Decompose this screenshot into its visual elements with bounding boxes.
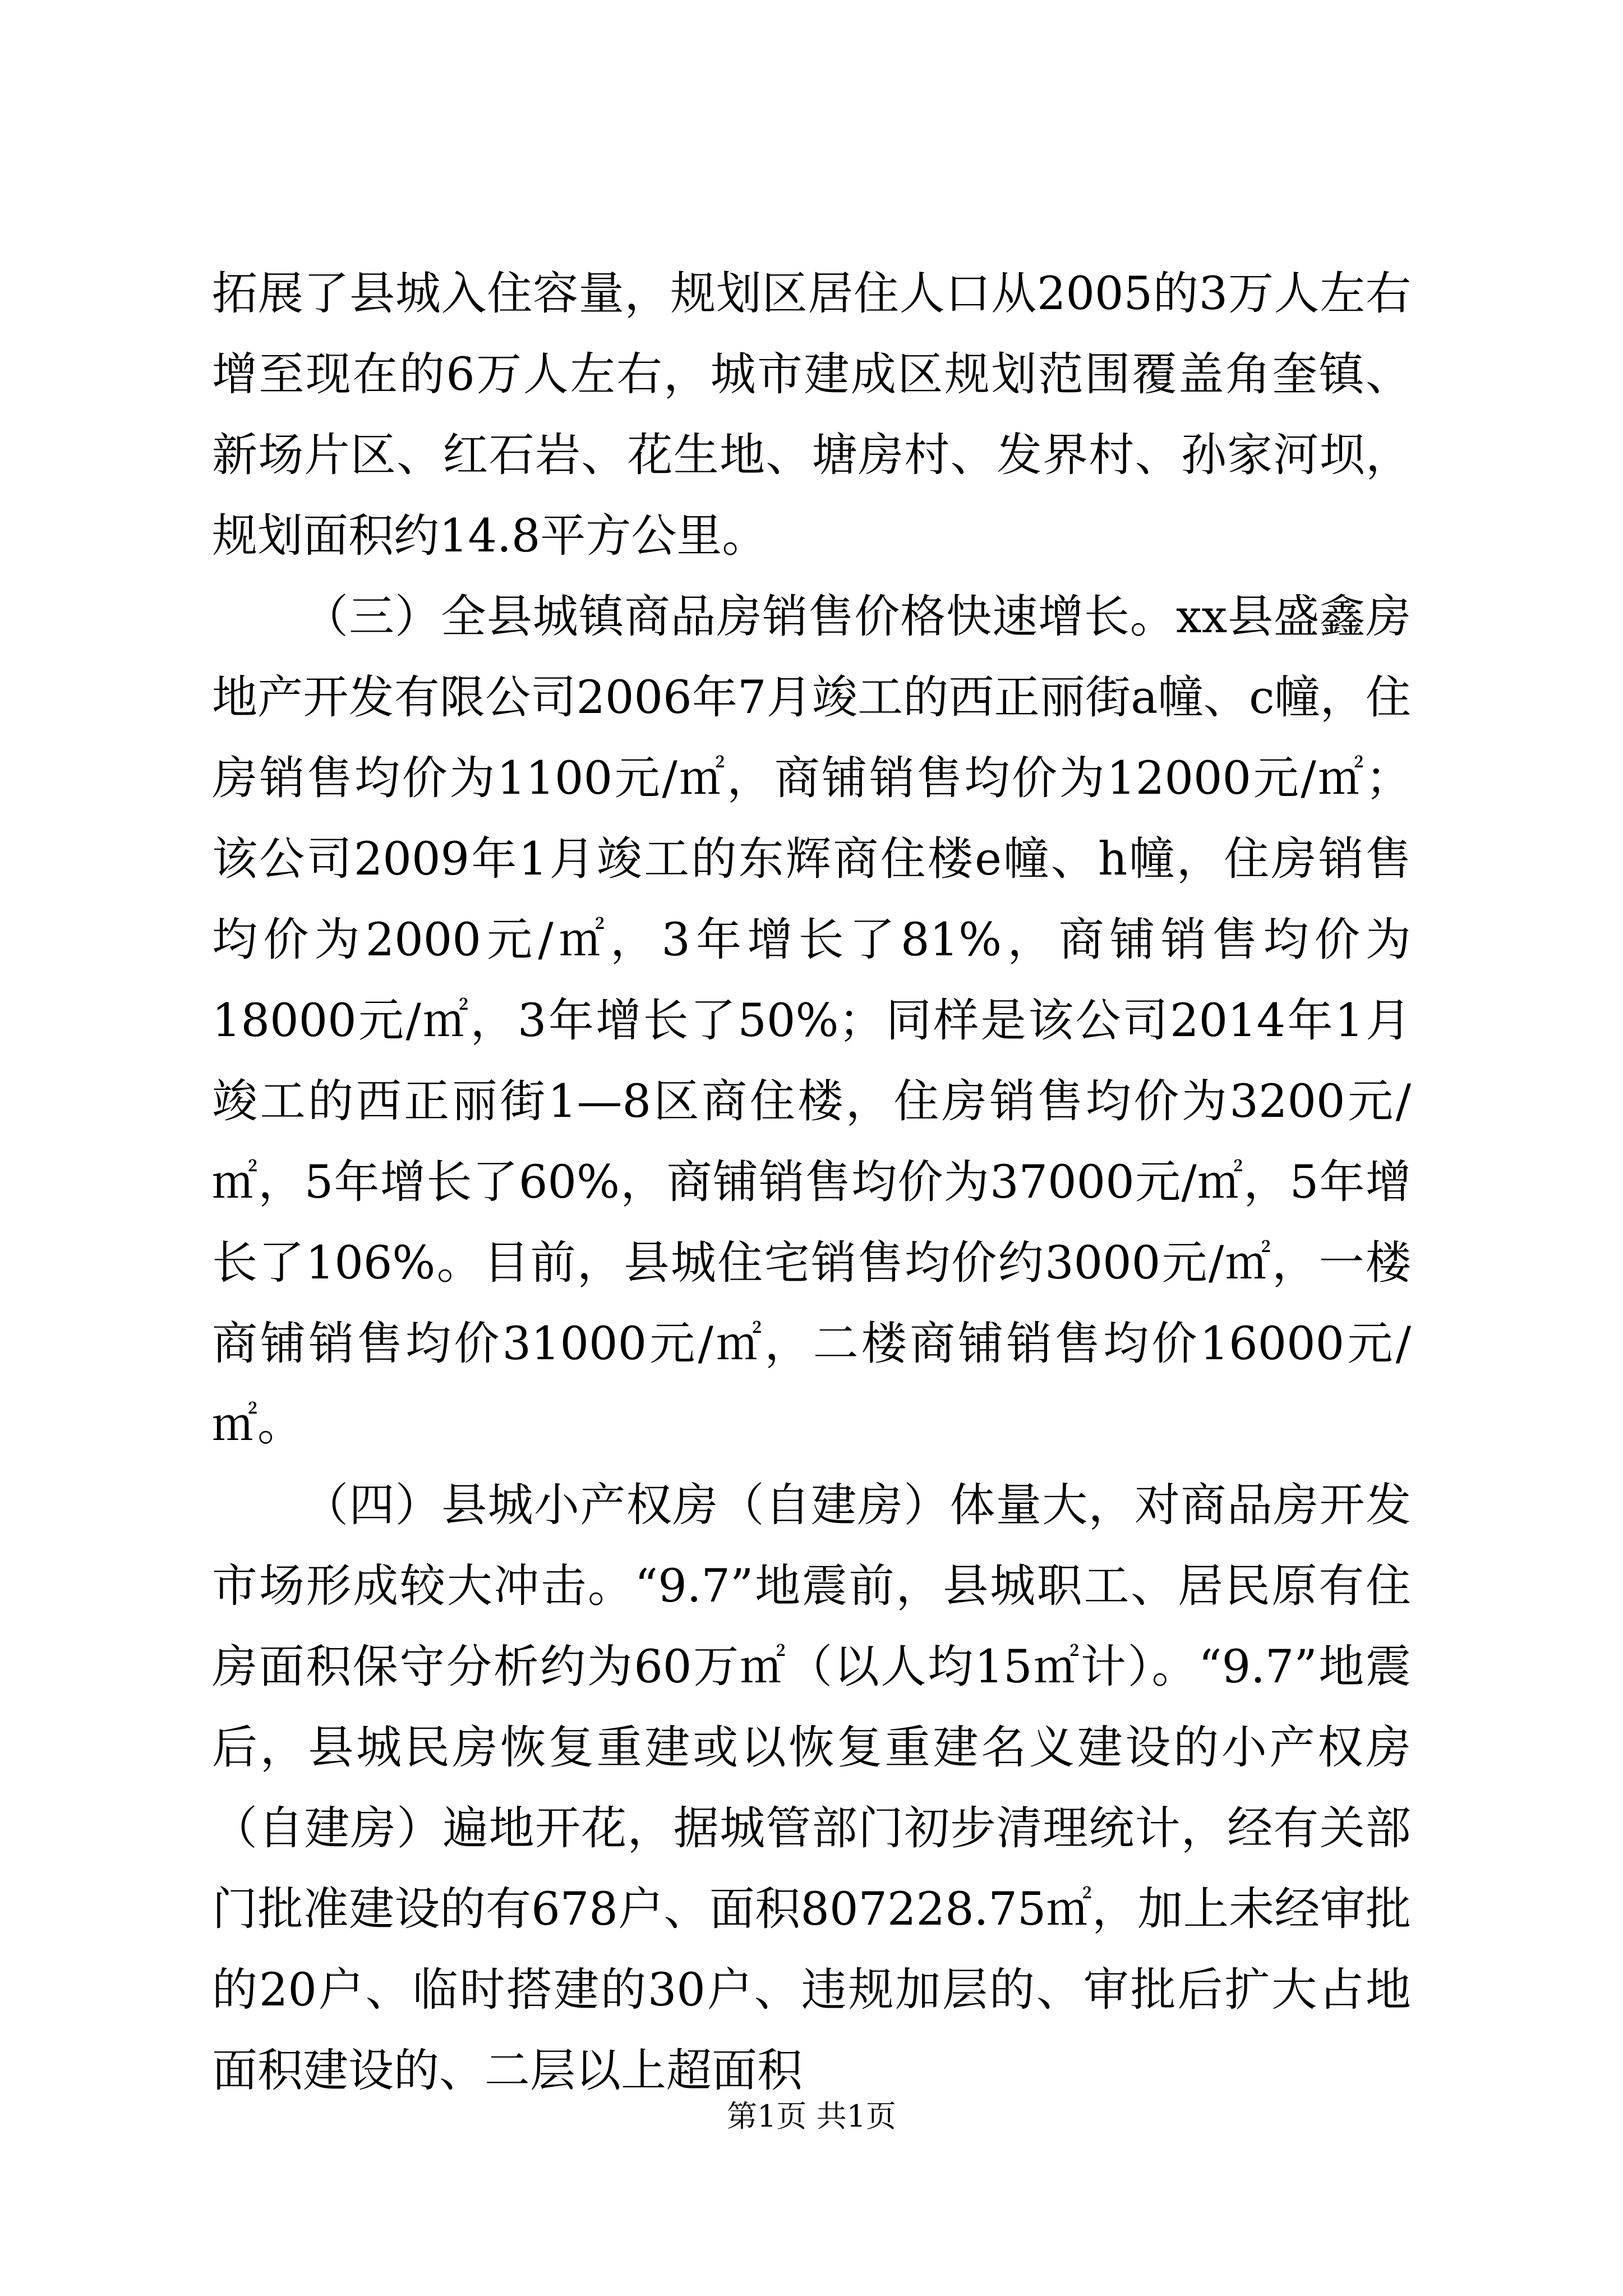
paragraph-continuation: 拓展了县城入住容量，规划区居住人口从2005的3万人左右增至现在的6万人左右，城市建成区规划范围覆盖角奎镇、新场片区、红石岩、花生地、塘房村、发界村、孙家河坝，规划面积约14.8平方公里。	[212, 268, 1411, 563]
document-body	[212, 254, 1411, 2111]
page-footer: 第1页 共1页	[727, 2099, 896, 2134]
paragraph-housing-prices: （三）全县城镇商品房销售价格快速增长。xx县盛鑫房地产开发有限公司2006年7月竣工的西正丽街a幢、c幢，住房销售均价为1100元/㎡，商铺销售均价为12000元/㎡；该公司2009年1月竣工的东辉商住楼e幢、h幢，住房销售均价为2000元/㎡，3年增长了81%，商铺销售均价为18000元/㎡，3年增长了50%；同样是该公司2014年1月竣工的西正丽街1—8区商住楼，住房销售均价为3200元/㎡，5年增长了60%，商铺销售均价为37000元/㎡，5年增长了106%。目前，县城住宅销售均价约3000元/㎡，一楼商铺销售均价31000元/㎡，二楼商铺销售均价16000元/㎡。	[212, 591, 1411, 1451]
paragraph-self-built-housing: （四）县城小产权房（自建房）体量大，对商品房开发市场形成较大冲击。“9.7”地震前，县城职工、居民原有住房面积保守分析约为60万㎡（以人均15㎡计）。“9.7”地震后，县城民房恢复重建或以恢复重建名义建设的小产权房（自建房）遍地开花，据城管部门初步清理统计，经有关部门批准建设的有678户、面积807228.75㎡，加上未经审批的20户、临时搭建的30户、违规加层的、审批后扩大占地面积建设的、二层以上超面积	[212, 1479, 1411, 2097]
